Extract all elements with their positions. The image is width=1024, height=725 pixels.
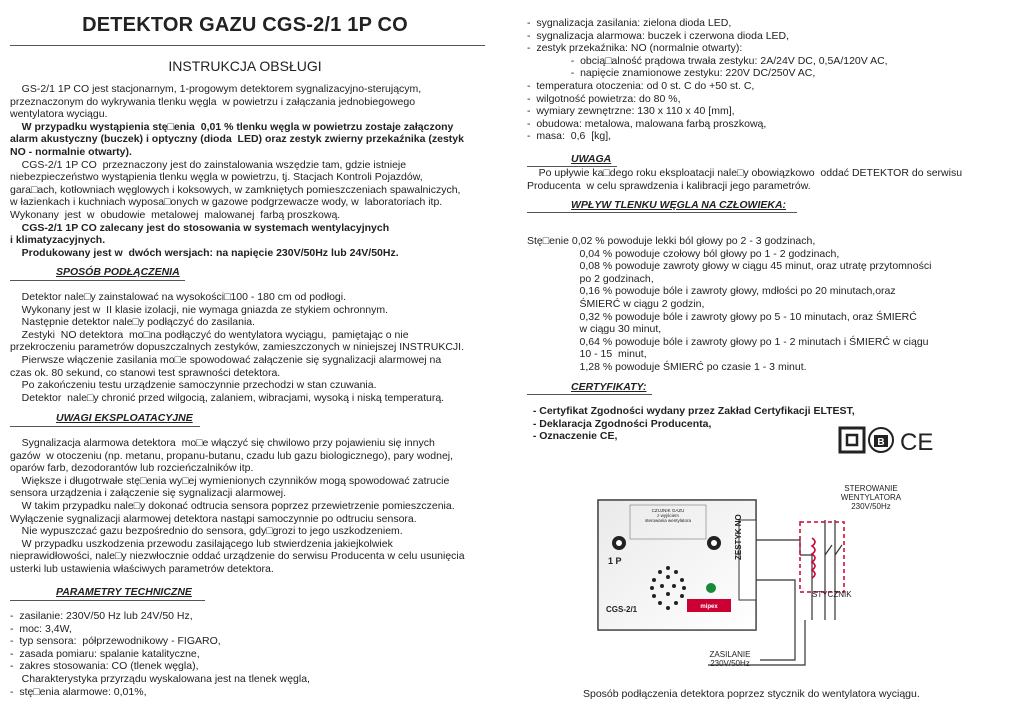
text-line: - zasilanie: 230V/50 Hz lub 24V/50 Hz, bbox=[10, 610, 193, 622]
section-rule bbox=[10, 426, 200, 427]
fan-control-label bbox=[826, 484, 916, 511]
model-label: CGS-2/1 bbox=[606, 605, 638, 614]
text-line: Sygnalizacja alarmowa detektora mo□e włączyć się chwilowo przy pojawieniu się innych bbox=[10, 437, 435, 449]
device-label-line3: sterowania wentylatora bbox=[644, 518, 692, 523]
diagram-caption: Sposób podłączenia detektora poprzez stycznik do wentylatora wyciągu. bbox=[583, 688, 920, 700]
section-rule bbox=[527, 394, 652, 395]
sterowanie-label: STEROWANIE bbox=[844, 484, 898, 493]
text-line: 1,28 % powoduje ŚMIERĆ po czasie 1 - 3 minut. bbox=[527, 360, 807, 373]
text-line: GS-2/1 1P CO jest stacjonarnym, 1-progowym detektorem sygnalizacyjno-sterującym, bbox=[10, 83, 422, 95]
supply-voltage-label: 230V/50Hz bbox=[710, 659, 750, 668]
text-line: Producenta w celu sprawdzenia i kalibracji jego parametrów. bbox=[527, 179, 811, 192]
param-text bbox=[10, 610, 310, 698]
device-label-line1: CZUJNIK GAZU bbox=[651, 508, 685, 513]
b-mark-text: B bbox=[877, 437, 885, 448]
text-line: czas ok. 80 sekund, co stanowi test sprawności detektora. bbox=[10, 366, 281, 379]
sposob-text bbox=[10, 291, 464, 404]
cert-text bbox=[527, 405, 855, 443]
brand-text: mipex bbox=[700, 604, 718, 610]
text-line: niebezpieczeństwo wystąpienia tlenku węgla w powietrzu, tj. Stacjach Kontroli Pojazdów, bbox=[10, 171, 423, 184]
document-subtitle: INSTRUKCJA OBSŁUGI bbox=[168, 58, 322, 74]
cert-marks bbox=[838, 425, 938, 457]
text-line: NO - normalnie otwarty). bbox=[10, 145, 132, 158]
text-line: usterki lub ustawienia właściwych parametrów detektora. bbox=[10, 562, 274, 575]
text-line: - temperatura otoczenia: od 0 st. C do +50 st. C, bbox=[527, 79, 755, 92]
text-line: wentylatora wyciągu. bbox=[10, 108, 108, 121]
device-panel-label bbox=[630, 508, 706, 523]
wentylatora-label: WENTYLATORA bbox=[840, 493, 902, 502]
text-line: przekroczeniu parametrów dopuszczalnych zestyków, zamieszczonych w niniejszej INSTRUKCJI. bbox=[10, 341, 465, 354]
title-divider bbox=[10, 45, 485, 46]
text-line: Nie wypuszczać gazu bezpośrednio do sensora, gdy□grozi to jego uszkodzeniem. bbox=[10, 525, 403, 538]
text-line: i klimatyzacyjnych. bbox=[10, 234, 106, 247]
ce-mark-icon: CE bbox=[900, 429, 934, 456]
intro-text bbox=[10, 83, 464, 259]
power-led-icon bbox=[706, 583, 716, 593]
text-line: oparów farb, dezodorantów lub rozcieńczalników itp. bbox=[10, 462, 254, 475]
text-line: gara□ach, kotłowniach węglowych i koksowych, w zamkniętych pomieszczeniach spawalniczych, bbox=[10, 183, 461, 196]
text-line: - zakres stosowania: CO (tlenek węgla), bbox=[10, 660, 199, 673]
document-title: DETEKTOR GAZU CGS-2/1 1P CO bbox=[82, 14, 408, 36]
text-line: Charakterystyka przyrządu wyskalowana jest na tlenek węgla, bbox=[10, 672, 310, 685]
text-line: W przypadku uszkodzenia przewodu zasilającego lub stwierdzenia jakiejkolwiek bbox=[10, 537, 393, 550]
text-line: alarm akustyczny (buczek) i optyczny (dioda LED) oraz zestyk zwierny przekaźnika (zestyk bbox=[10, 133, 464, 146]
text-line: 0,04 % powoduje czołowy ból głowy po 1 - 2 godzinach, bbox=[527, 247, 840, 260]
b-certification-icon bbox=[869, 428, 893, 452]
text-line: po 2 godzinach, bbox=[527, 272, 654, 285]
text-line: CGS-2/1 1P CO zalecany jest do stosowania w systemach wentylacyjnych bbox=[10, 221, 390, 234]
text-line: Detektor nale□y zainstalować na wysokości□100 - 180 cm od podłogi. bbox=[10, 291, 347, 303]
text-line: 0,64 % powoduje bóle i zawroty głowy po 1 - 2 minutach i ŚMIERĆ w ciągu bbox=[527, 335, 929, 348]
text-line: Po upływie ka□dego roku eksploatacji nale□y obowiązkowo oddać DETEKTOR do serwisu bbox=[527, 167, 963, 179]
text-line: gazów w otoczeniu (np. metanu, propanu-butanu, czadu lub gazu biologicznego), pary wodnej, bbox=[10, 449, 454, 462]
text-line: - obcią□alność prądowa trwała zestyku: 2A/24V DC, 0,5A/120V AC, bbox=[527, 54, 888, 67]
text-line: sensora urządzenia i załączenie się sygnalizacji alarmowej. bbox=[10, 487, 287, 500]
text-line: Wykonany jest w II klasie izolacji, nie wymaga gniazda ze stykiem ochronnym. bbox=[10, 303, 389, 316]
sensor-label: 1 P bbox=[608, 556, 622, 566]
text-line: Wyłączenie sygnalizacji alarmowej detektora nastąpi samoczynnie po odtruciu sensora. bbox=[10, 512, 417, 525]
text-line: - masa: 0,6 [kg], bbox=[527, 130, 612, 143]
text-line: Większe i długotrwałe stę□enia wy□ej wymienionych czynników mogą spowodować zatrucie bbox=[10, 474, 450, 487]
text-line: nieprawidłowości, nale□y niezwłocznie oddać urządzenie do serwisu Producenta w celu usunięcia bbox=[10, 550, 465, 563]
text-line: przeznaczonym do wykrywania tlenku węgla w powietrzu i załączania jednobiegowego bbox=[10, 95, 416, 108]
uwaga-heading: UWAGA bbox=[571, 153, 612, 165]
zestyk-label: ZESTYK NO bbox=[734, 514, 743, 560]
cert-heading: CERTYFIKATY: bbox=[571, 381, 647, 393]
text-line: ŚMIERĆ w ciągu 2 godzin, bbox=[527, 297, 705, 310]
text-line: Pierwsze włączenie zasilania mo□e spowodować załączenie się sygnalizacji alarmowej na bbox=[10, 353, 442, 366]
text-line: 10 - 15 minut, bbox=[527, 348, 647, 361]
section-rule bbox=[10, 600, 205, 601]
section-rule bbox=[527, 212, 797, 213]
text-line: W takim przypadku nale□y dokonać odtrucia sensora poprzez przewietrzenie pomieszczenia. bbox=[10, 499, 455, 512]
stycznik-label: STYCZNIK bbox=[812, 590, 852, 599]
text-line: - Deklaracja Zgodności Producenta, bbox=[527, 417, 712, 430]
device-label-line2: z wyjściem bbox=[657, 513, 679, 518]
text-line: - wilgotność powietrza: do 80 %, bbox=[527, 92, 681, 105]
text-line: - wymiary zewnętrzne: 130 x 110 x 40 [mm], bbox=[527, 105, 735, 118]
text-line: 0,32 % powoduje bóle i zawroty głowy po 5 - 10 minutach, oraz ŚMIERĆ bbox=[527, 310, 917, 323]
text-line: Wykonany jest w obudowie metalowej malowanej farbą proszkową. bbox=[10, 208, 341, 221]
text-line: - zasada pomiaru: spalanie katalityczne, bbox=[10, 647, 200, 660]
wplyw-text bbox=[527, 235, 931, 374]
text-line: - Oznaczenie CE, bbox=[527, 430, 618, 443]
power-supply-label bbox=[700, 650, 760, 668]
text-line: Detektor nale□y chronić przed wilgocią, zalaniem, wibracjami, wysoką i niską temperaturą. bbox=[10, 391, 445, 404]
section-rule bbox=[10, 280, 185, 281]
text-line: W przypadku wystąpienia stę□enia 0,01 % tlenku węgla w powietrzu zostaje załączony bbox=[10, 120, 454, 133]
zasilanie-label: ZASILANIE bbox=[709, 650, 751, 659]
text-line: Stę□enie 0,02 % powoduje lekki ból głowy po 2 - 3 godzinach, bbox=[527, 235, 816, 247]
text-line: - stę□enia alarmowe: 0,01%, bbox=[10, 685, 147, 698]
text-line: Następnie detektor nale□y podłączyć do zasilania. bbox=[10, 316, 256, 329]
contactor-stycznik bbox=[800, 522, 844, 592]
text-line: - obudowa: metalowa, malowana farbą proszkową, bbox=[527, 117, 767, 130]
wplyw-heading: WPŁYW TLENKU WĘGLA NA CZŁOWIEKA: bbox=[571, 199, 787, 211]
uwagi-heading: UWAGI EKSPLOATACYJNE bbox=[56, 412, 193, 424]
uwaga-text bbox=[527, 167, 962, 192]
text-line: - sygnalizacja zasilania: zielona dioda LED, bbox=[527, 17, 732, 29]
text-line: - napięcie znamionowe zestyku: 220V DC/250V AC, bbox=[527, 67, 816, 80]
text-line: - zestyk przekaźnika: NO (normalnie otwarty): bbox=[527, 42, 743, 55]
text-line: Produkowany jest w dwóch wersjach: na napięcie 230V/50Hz lub 24V/50Hz. bbox=[10, 246, 399, 259]
text-line: - Certyfikat Zgodności wydany przez Zakład Certyfikacji ELTEST, bbox=[527, 405, 855, 417]
param-heading: PARAMETRY TECHNICZNE bbox=[56, 586, 192, 598]
text-line: Po zakończeniu testu urządzenie samoczynnie przechodzi w stan czuwania. bbox=[10, 379, 377, 392]
text-line: 0,08 % powoduje zawroty głowy w ciągu 45 minut, oraz utratę przytomności bbox=[527, 260, 932, 273]
text-line: w ciągu 30 minut, bbox=[527, 323, 662, 336]
uwagi-text bbox=[10, 437, 465, 576]
sposob-heading: SPOSÓB PODŁĄCZENIA bbox=[56, 266, 180, 278]
fan-voltage-label: 230V/50Hz bbox=[851, 502, 891, 511]
text-line: w łazienkach i kuchniach wyposa□onych w gazowe podgrzewacze wody, w laboratoriach itp. bbox=[10, 196, 443, 209]
double-insulation-icon bbox=[840, 428, 864, 452]
text-line: CGS-2/1 1P CO przeznaczony jest do zainstalowania wszędzie tam, gdzie istnieje bbox=[10, 158, 407, 171]
param-continued bbox=[527, 17, 888, 143]
text-line: - typ sensora: półprzewodnikowy - FIGARO, bbox=[10, 635, 221, 648]
text-line: Zestyki NO detektora mo□na podłączyć do wentylatora wyciągu, pamiętając o nie bbox=[10, 328, 409, 341]
text-line: - sygnalizacja alarmowa: buczek i czerwona dioda LED, bbox=[527, 29, 790, 42]
text-line: - moc: 3,4W, bbox=[10, 622, 72, 635]
text-line: 0,16 % powoduje bóle i zawroty głowy, mdłości po 20 minutach,oraz bbox=[527, 285, 896, 298]
